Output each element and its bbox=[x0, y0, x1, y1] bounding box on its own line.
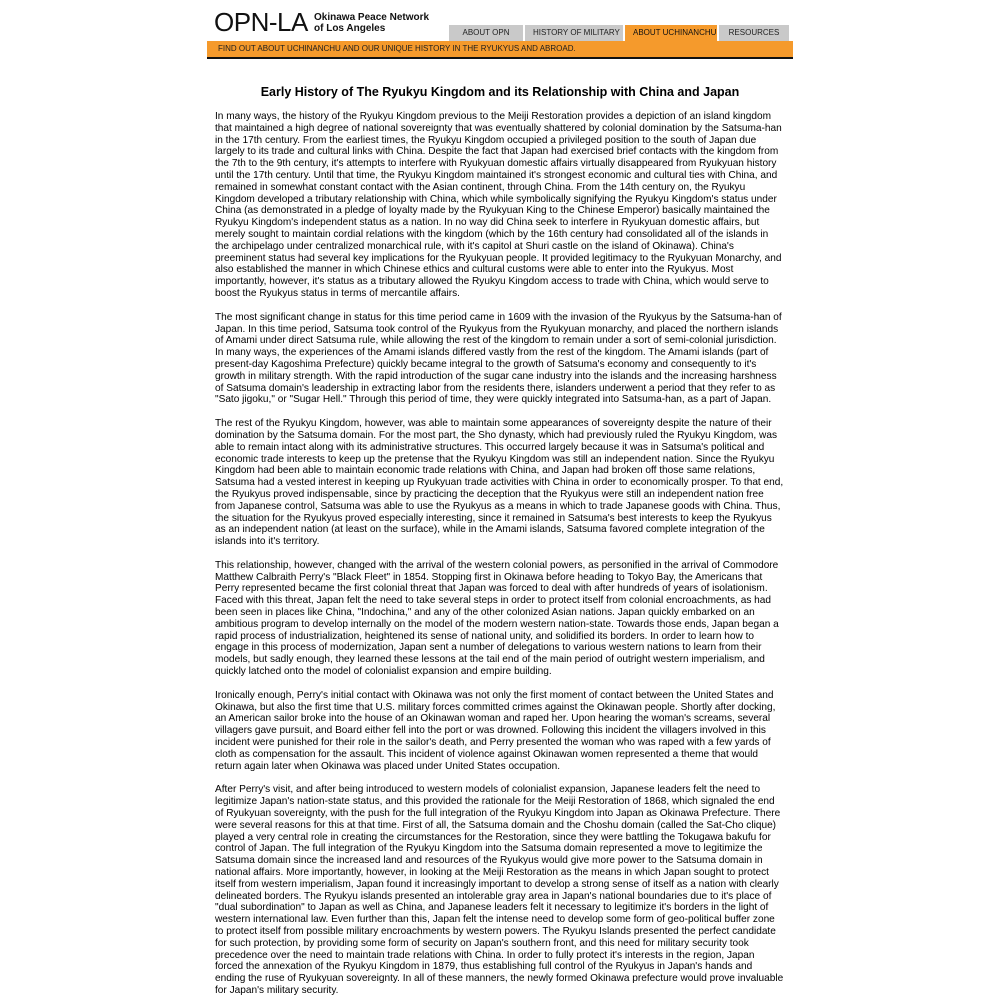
article-paragraph: The rest of the Ryukyu Kingdom, however, was able to maintain some appearances of sovereignty despite the nature of their domination by the Satsuma domain. For the most part, the Sho dynasty, which had previously ruled the Ryukyu Kingdom, was able to remain intact along with its administrative structures. This occurred largely because it was in Satsuma's political and economic trade interests to keep up the pretense that the Ryukyu Kingdom was still an independent nation. Since the Ryukyu Kingdom had been able to maintain economic trade relations with China, and Japan had broken off those same relations, Satsuma had a vested interest in keeping up Ryukyuan trade activities with China in order to economically prosper. To that end, the Ryukyus proved indispensable, since by practicing the deception that the Ryukyus were still an independent nation free from Japanese control, Satsuma was able to use the Ryukyus as a means in which to trade Japanese goods with China. Thus, the situation for the Ryukyus proved especially interesting, since it remained in Satsuma's best interests to keep the Ryukyus as an independent nation (at least on the surface), while in the Amami islands, Satsuma favored complete integration of the islands into it's territory. bbox=[215, 418, 784, 548]
org-name-line1: Okinawa Peace Network bbox=[314, 12, 430, 23]
nav-about-uchinanchu[interactable]: ABOUT UCHINANCHU bbox=[625, 25, 719, 41]
tagline-bar: FIND OUT ABOUT UCHINANCHU AND OUR UNIQUE HISTORY IN THE RYUKYUS AND ABROAD. bbox=[207, 41, 793, 57]
nav-resources[interactable]: RESOURCES bbox=[719, 25, 791, 41]
article bbox=[207, 59, 793, 997]
org-name-line2: of Los Angeles bbox=[314, 23, 386, 34]
nav-history-of-military[interactable]: HISTORY OF MILITARY bbox=[525, 25, 625, 41]
org-name bbox=[314, 12, 429, 34]
nav-about-opn[interactable]: ABOUT OPN bbox=[449, 25, 525, 41]
article-paragraph: The most significant change in status for this time period came in 1609 with the invasion of the Ryukyus by the Satsuma-han of Japan. In this time period, Satsuma took control of the Ryukyus from the Ryukyuan monarchy, and placed the northern islands of Amami under direct Satsuma rule, while allowing the rest of the kingdom to remain under a sort of semi-colonial jurisdiction. In many ways, the experiences of the Amami islands differed vastly from the rest of the kingdom. The Amami islands (part of present-day Kagoshima Prefecture) quickly became integral to the growth of Satsuma's economy and consequently to it's growth in military strength. With the rapid introduction of the sugar cane industry into the islands and the increasing harshness of Satsuma domain's leadership in extracting labor from the residents there, islanders underwent a period that they refer to as "Sato jigoku," or "Sugar Hell." Through this period of time, they were quickly integrated into Satsuma-han, as a part of Japan. bbox=[215, 311, 782, 406]
article-title: Early History of The Ryukyu Kingdom and its Relationship with China and Japan bbox=[260, 85, 740, 99]
site-logo[interactable]: OPN-LA bbox=[214, 7, 308, 37]
article-paragraph: This relationship, however, changed with the arrival of the western colonial powers, as personified in the arrival of Commodore Matthew Calbraith Perry's "Black Fleet" in 1854. Stopping first in Okinawa before heading to Tokyo Bay, the Americans that Perry represented became the first colonial threat that Japan was forced to deal with after hundreds of years of isolationism. Faced with this threat, Japan felt the need to take several steps in order to protect itself from colonial encroachments, as had been seen in places like China, "Indochina," and any of the other colonized Asian nations. Japan quickly embarked on an ambitious program to develop internally on the model of the modern western nation-state. Towards those ends, Japan began a rapid process of industrialization, heightened its sense of national unity, and solidified its borders. In order to learn how to engage in this process of modernization, Japan sent a number of delegations to various western nations to learn from their models, but sadly enough, they learned these lessons at the tail end of the main period of outright western imperialism, and quickly latched onto the model of colonialist expansion and empire building. bbox=[215, 559, 779, 678]
page bbox=[207, 0, 793, 997]
article-paragraph: Ironically enough, Perry's initial contact with Okinawa was not only the first moment of contact between the United States and Okinawa, but also the first time that U.S. military forces committed crimes against the Okinawan people. Shortly after docking, an American sailor broke into the house of an Okinawan woman and raped her. Upon hearing the woman's screams, several villagers gave pursuit, and Board either fell into the port or was drowned. Following this incident the villagers involved in this incident were punished for their role in the sailor's death, and Perry presented the woman who was raped with a few yards of cloth as compensation for the assault. This incident of violence against Okinawan women represented a theme that would return again later when Okinawa was placed under United States occupation. bbox=[215, 689, 776, 772]
main-nav bbox=[449, 25, 791, 41]
site-header bbox=[207, 0, 793, 41]
article-paragraph: After Perry's visit, and after being introduced to western models of colonialist expansion, Japanese leaders felt the need to legitimize Japan's nation-state status, and this provided the rationale for the Meiji Restoration of 1868, which signaled the end of Ryukyuan sovereignty, with the push for the full integration of the Ryukyu Kingdom into Japan as Okinawa Prefecture. There were several reasons for this at that time. First of all, the Satsuma domain and the Choshu domain (called the Sat-Cho clique) played a very central role in creating the circumstances for the Restoration, since they were battling the Tokugawa bakufu for control of Japan. The full integration of the Ryukyu Kingdom into the Satsuma domain represented a move to legitimize the Satsuma domain since the increased land and resources of the Ryukyus would give more power to the Satsuma domain in national affairs. More importantly, however, in looking at the Meiji Restoration as the means in which Japan sought to protect itself from western imperialism, Japan found it increasingly important to develop a strong sense of itself as a nation with clearly delineated borders. The Ryukyu islands presented an intolerable gray area in Japan's national boundaries due to it's place of "dual subordination" to Japan as well as China, and Japanese leaders felt it necessary to legitimize it's borders in the light of western international law. Even further than this, Japan felt the intense need to develop some form of geo-political buffer zone to protect itself from possible military encroachments by western powers. The Ryukyu Islands presented the perfect candidate for such protection, by providing some form of security on Japan's southern front, and this need for military security took precedence over the need to maintain trade relations with China. In order to fully protect it's interests in the region, Japan forced the annexation of the Ryukyu Kingdom in 1879, thus establishing full control of the Ryukyus in Japan's hands and ending the ruse of Ryukyuan sovereignty. In all of these manners, the newly formed Okinawa prefecture would prove invaluable for Japan's military security. bbox=[215, 784, 784, 996]
article-paragraph: In many ways, the history of the Ryukyu Kingdom previous to the Meiji Restoration provides a depiction of an island kingdom that maintained a high degree of national sovereignty that was eventually shattered by colonial domination by the Satsuma-han in the 17th century. From the earliest times, the Ryukyu Kingdom occupied a privileged position to the south of Japan due largely to its trade and cultural links with China. Despite the fact that Japan had exercised brief contacts with the kingdom from the 7th to the 9th century, it's attempts to interfere with Ryukyuan domestic affairs virtually disappeared from Ryukyuan history until the 17th century. Until that time, the Ryukyu Kingdom maintained it's strongest economic and cultural ties with China, and remained in somewhat constant contact with the Asian continent, through China. From the 14th century on, the Ryukyu Kingdom developed a tributary relationship with China, which while symbolically signifying the Ryukyu Kingdom's status under China (as demonstrated in a pledge of loyalty made by the Ryukyuan King to the Chinese Emperor) basically maintained the Ryukyu Kingdom's independent status as a nation. In no way did China seek to interfere in Ryukyuan domestic affairs, but merely sought to maintain cordial relations with the kingdom (which by the 16th century had consolidated all of the islands in the archipelago under centralized monarchical rule, with it's capitol at Shuri castle on the island of Okinawa). China's preeminent status had several key implications for the Ryukyuan people. It provided legitimacy to the Ryukyuan Monarchy, and also established the manner in which Chinese ethics and cultural customs were able to enter into the Ryukyus. Most importantly, however, it's status as a tributary allowed the Ryukyu Kingdom access to trade with China, which would serve to boost the Ryukyus status in terms of mercantile affairs. bbox=[215, 111, 782, 299]
